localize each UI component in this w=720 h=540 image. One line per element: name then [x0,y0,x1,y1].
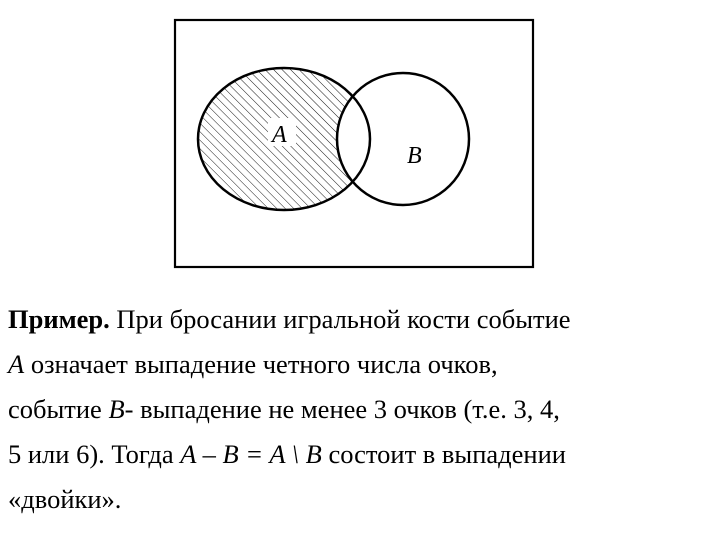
text-line-4-rest: состоит в выпадении [321,439,566,469]
text-line-3-start: событие [8,394,109,424]
text-line-4 [8,432,713,477]
set-a-label: A [272,122,287,148]
text-line-3-rest: - выпадение не менее 3 очков (т.е. 3, 4, [124,394,560,424]
set-b-label: B [407,143,422,169]
text-line-3 [8,387,713,432]
example-text [8,297,713,522]
text-line-1 [8,297,713,342]
example-heading: Пример. [8,304,110,334]
event-a-variable: A [8,349,25,379]
difference-formula: A – B = A \ B [180,439,322,469]
text-line-5 [8,477,713,522]
text-line-4-start: 5 или 6). Тогда [8,439,181,469]
text-line-1-rest: При бросании игральной кости событие [109,304,571,334]
text-line-2-rest: означает выпадение четного числа очков, [24,349,498,379]
text-line-5-content: «двойки». [8,484,122,514]
text-line-2 [8,342,713,387]
event-b-variable: B [108,394,125,424]
